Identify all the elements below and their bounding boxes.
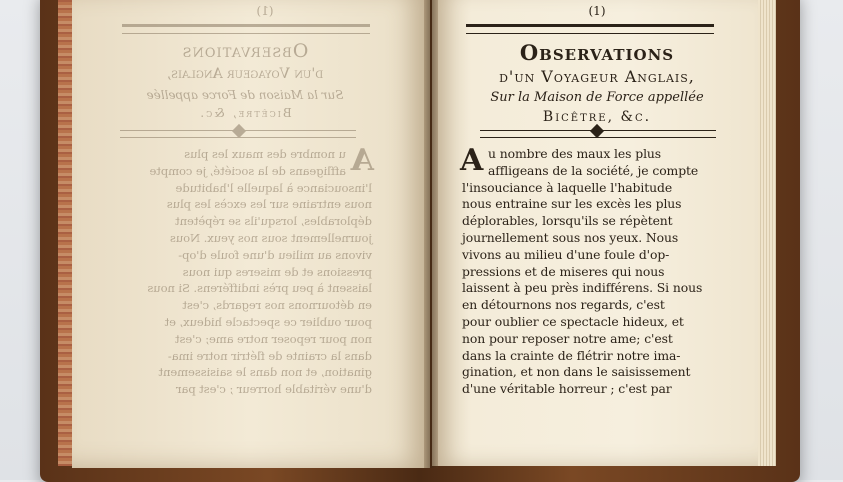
text-line: gination, et non dans le saisissement: [462, 364, 691, 380]
text-line: laissent à peu près indifférens. Si nous: [147, 281, 372, 296]
text-line: en détournons nos regards, c'est: [182, 298, 372, 313]
text-line: gination, et non dans le saisissement: [158, 365, 372, 380]
text-line: l'insouciance à laquelle l'habitude: [175, 180, 372, 195]
subtitle3-mirror: Bicêtre, &c.: [198, 106, 292, 120]
page-number: (1): [588, 4, 606, 18]
title-mirror: Observations: [181, 40, 309, 62]
subtitle-mirror: d'un Voyageur Anglais,: [166, 66, 324, 82]
text-line: d'une véritable horreur ; c'est par: [176, 382, 372, 397]
text-line: affligeans de la société, je compte: [488, 162, 699, 178]
page-subtitle-italic: Sur la Maison de Force appellée: [490, 90, 704, 105]
text-line: dans la crainte de flétrir notre ima-: [462, 347, 681, 363]
text-line: dans la crainte de flétrir notre ima-: [167, 348, 372, 363]
text-line: pressions et de miseres qui nous: [462, 263, 665, 279]
text-line: nous entraine sur les excès les plus: [166, 197, 372, 212]
title-rule-mirror: [122, 24, 370, 34]
text-line: u nombre des maux les plus: [184, 147, 346, 161]
left-page-showthrough: [72, 0, 430, 476]
text-line: u nombre des maux les plus: [488, 146, 662, 161]
body-text-mirror: [108, 143, 374, 398]
text-line: journellement sous nos yeux. Nous: [170, 230, 372, 245]
text-line: laissent à peu près indifférens. Si nous: [462, 280, 703, 296]
text-line: pressions et de miseres qui nous: [182, 264, 372, 279]
ornament-rule: [480, 130, 716, 138]
text-line: affligeans de la société, je compte: [149, 163, 346, 178]
text-line: en détournons nos regards, c'est: [462, 297, 665, 313]
drop-cap-mirror: A: [350, 143, 374, 178]
subtitle2-mirror: Sur la Maison de Force appellée: [146, 88, 344, 102]
right-page-content: [432, 0, 762, 476]
text-line: pour oublier ce spectacle hideux, et: [164, 314, 372, 329]
page-number-mirror: (1): [256, 4, 274, 18]
page-subtitle: d'un Voyageur Anglais,: [499, 67, 695, 86]
ornament-rule-mirror: [120, 130, 356, 138]
text-line: d'une véritable horreur ; c'est par: [462, 381, 672, 397]
text-line: nous entraine sur les excès les plus: [462, 196, 682, 212]
page-subtitle-place: Bicêtre, &c.: [542, 109, 652, 125]
text-line: non pour reposer notre ame; c'est: [175, 331, 372, 346]
text-line: déplorables, lorsqu'ils se répètent: [175, 214, 372, 229]
text-line: vivons au milieu d'une foule d'op-: [462, 246, 670, 262]
text-line: déplorables, lorsqu'ils se répètent: [462, 213, 673, 229]
drop-cap: A: [460, 143, 484, 178]
text-line: vivons au milieu d'une foule d'op-: [178, 247, 372, 262]
text-line: non pour reposer notre ame; c'est: [462, 330, 673, 346]
body-text: [460, 143, 726, 398]
text-line: pour oublier ce spectacle hideux, et: [462, 313, 684, 329]
text-line: journellement sous nos yeux. Nous: [462, 229, 679, 245]
title-rule: [466, 24, 714, 34]
page-title: Observations: [519, 40, 675, 65]
text-line: l'insouciance à laquelle l'habitude: [462, 179, 673, 195]
